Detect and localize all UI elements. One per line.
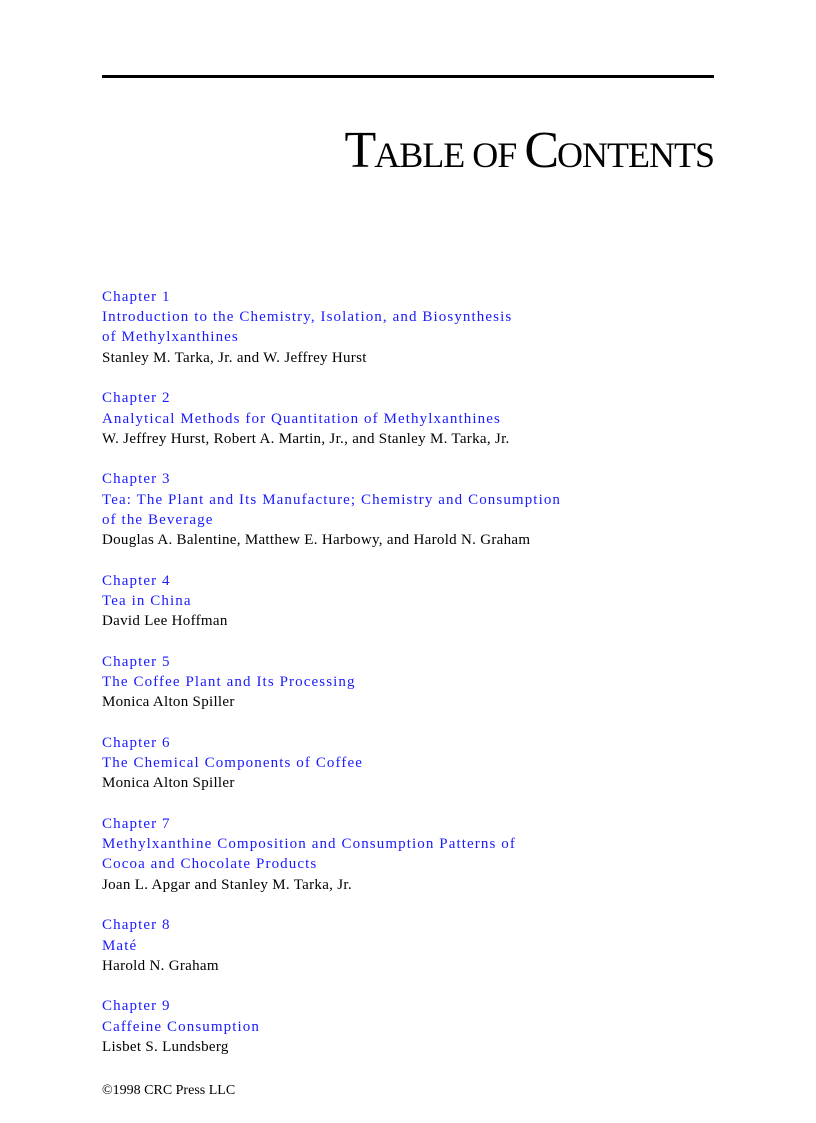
chapter-title-link[interactable]: Cocoa and Chocolate Products <box>102 856 318 873</box>
toc-entry-chapter-4 <box>102 571 722 632</box>
chapter-label-link[interactable]: Chapter 4 <box>102 572 171 589</box>
chapter-title-link[interactable]: The Coffee Plant and Its Processing <box>102 674 356 691</box>
chapter-title-link[interactable]: of Methylxanthines <box>102 329 239 346</box>
chapter-authors: David Lee Hoffman <box>102 613 228 630</box>
toc-entry-chapter-6 <box>102 733 722 794</box>
toc-entry-chapter-8 <box>102 915 722 976</box>
chapter-authors: W. Jeffrey Hurst, Robert A. Martin, Jr., and Stanley M. Tarka, Jr. <box>102 430 510 447</box>
chapter-title-link[interactable]: Methylxanthine Composition and Consumption Patterns of <box>102 836 516 853</box>
chapter-title-link[interactable]: Tea: The Plant and Its Manufacture; Chemistry and Consumption <box>102 491 562 508</box>
chapter-title-link[interactable]: Tea in China <box>102 592 192 609</box>
chapter-authors: Lisbet S. Lundsberg <box>102 1038 229 1055</box>
page-title-small-caps-1: ABLE OF <box>374 135 525 175</box>
chapter-title-link[interactable]: The Chemical Components of Coffee <box>102 755 363 772</box>
page-title-initial-c: C <box>524 122 557 179</box>
chapter-authors: Harold N. Graham <box>102 957 219 974</box>
chapter-title-link[interactable]: Caffeine Consumption <box>102 1018 260 1035</box>
chapter-label-link[interactable]: Chapter 7 <box>102 816 171 833</box>
page-title-small-caps-2: ONTENTS <box>557 135 714 175</box>
page-title-initial-t: T <box>344 122 375 179</box>
chapter-label-link[interactable]: Chapter 5 <box>102 653 171 670</box>
toc-entry-chapter-5 <box>102 652 722 713</box>
chapter-title-link[interactable]: Maté <box>102 937 138 954</box>
chapter-label-link[interactable]: Chapter 6 <box>102 734 171 751</box>
chapter-label-link[interactable]: Chapter 3 <box>102 471 171 488</box>
toc-entry-chapter-9 <box>102 996 722 1057</box>
chapter-authors: Douglas A. Balentine, Matthew E. Harbowy, and Harold N. Graham <box>102 532 531 549</box>
page-title <box>345 120 714 186</box>
chapter-authors: Joan L. Apgar and Stanley M. Tarka, Jr. <box>102 876 352 893</box>
chapter-label-link[interactable]: Chapter 9 <box>102 998 171 1015</box>
chapter-authors: Stanley M. Tarka, Jr. and W. Jeffrey Hurst <box>102 349 367 366</box>
chapter-label-link[interactable]: Chapter 1 <box>102 289 171 305</box>
table-of-contents-list <box>102 287 722 1078</box>
chapter-label-link[interactable]: Chapter 2 <box>102 390 171 407</box>
chapter-authors: Monica Alton Spiller <box>102 775 235 792</box>
chapter-label-link[interactable]: Chapter 8 <box>102 917 171 934</box>
copyright-notice: ©1998 CRC Press LLC <box>102 1083 236 1098</box>
toc-entry-chapter-7 <box>102 814 722 895</box>
chapter-title-link[interactable]: Analytical Methods for Quantitation of Methylxanthines <box>102 410 501 427</box>
chapter-title-link[interactable]: of the Beverage <box>102 511 214 528</box>
toc-entry-chapter-1 <box>102 287 722 368</box>
top-horizontal-rule <box>102 75 714 78</box>
chapter-title-link[interactable]: Introduction to the Chemistry, Isolation, and Biosynthesis <box>102 309 513 326</box>
chapter-authors: Monica Alton Spiller <box>102 694 235 711</box>
toc-entry-chapter-2 <box>102 388 722 449</box>
toc-entry-chapter-3 <box>102 469 722 550</box>
